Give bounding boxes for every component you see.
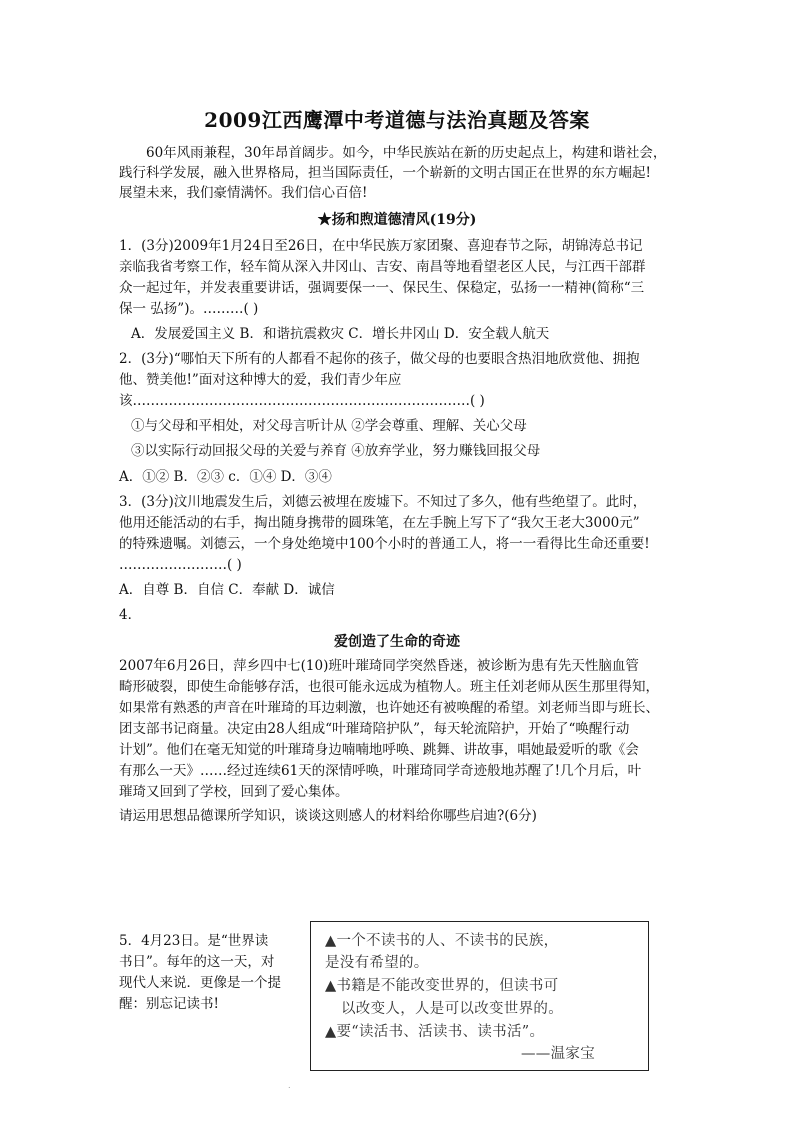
quote-line: ▲书籍是不能改变世界的，但读书可 — [325, 978, 559, 994]
q4-line: 计划”。他们在毫无知觉的叶璀琦身边喃喃地呼唤、跳舞、讲故事，唱她最爱听的歌《会 — [119, 742, 639, 758]
page-title: 2009江西鹰潭中考道德与法治真题及答案 — [204, 108, 590, 132]
q2-line: 2．(3分)“哪怕天下所有的人都看不起你的孩子，做父母的也要眼含热泪地欣赏他、拥抱 — [119, 351, 640, 367]
q1-line: 1．(3分)2009年1月24日至26日，在中华民族万家团聚、喜迎春节之际，胡锦涛总书记 — [119, 238, 643, 254]
q4-heading: 爱创造了生命的奇迹 — [334, 634, 460, 650]
quote-box — [310, 921, 649, 1071]
q3-line: 3．(3分)汶川地震发生后，刘德云被埋在废墟下。不知过了多久，他有些绝望了。此时， — [119, 494, 647, 510]
q5-line: 书日”。每年的这一天，对 — [119, 954, 275, 970]
q5-line: 现代人来说．更像是一个提 — [119, 975, 281, 991]
q4-line: 团支部书记商量。决定由28人组成“叶璀琦陪护队”，每天轮流陪护，开始了“唤醒行动 — [119, 721, 630, 737]
q4-line: 如果常有熟悉的声音在叶璀琦的耳边刺激，也许她还有被唤醒的希望。刘老师当即与班长、 — [119, 700, 659, 716]
q3-line: 他用还能活动的右手，掏出随身携带的圆珠笔，在左手腕上写下了“我欠王老大3000元” — [119, 515, 640, 531]
q1-options: A．发展爱国主义 B．和谐抗震救灾 C．增长井冈山 D．安全载人航天 — [131, 326, 550, 342]
intro-line: 60年风雨兼程，30年昂首阔步。如今，中华民族站在新的历史起点上，构建和谐社会， — [146, 145, 667, 161]
q2-choice: ①与父母和平相处，对父母言听计从 ②学会尊重、理解、关心父母 — [131, 418, 527, 434]
q4-line: 璀琦又回到了学校，回到了爱心集体。 — [119, 784, 349, 800]
q1-line: 亲临我省考察工作，轻车简从深入井冈山、吉安、南昌等地看望老区人民，与江西干部群 — [119, 259, 646, 275]
quote-line: ▲一个不读书的人、不读书的民族， — [325, 933, 559, 949]
q1-line: 保一 弘扬”)。………( ) — [119, 301, 259, 317]
q3-line: 的特殊遗嘱。刘德云，一个身处绝境中100个小时的普通工人，将一一看得比生命还重要! — [119, 536, 650, 552]
intro-line: 践行科学发展，融入世界格局，担当国际责任，一个崭新的文明古国正在世界的东方崛起! — [119, 165, 651, 181]
q5-line: 5．4月23日。是“世界读 — [119, 933, 269, 949]
quote-author: ——温家宝 — [521, 1046, 595, 1062]
q4-number: 4． — [119, 607, 142, 623]
q5-line: 醒：别忘记读书! — [119, 996, 219, 1012]
intro-line: 展望未来，我们豪情满怀。我们信心百倍! — [119, 185, 368, 201]
section-heading: ★扬和煦道德清风(19分) — [317, 212, 477, 228]
quote-line: ▲要“读活书、活读书、读书活”。 — [325, 1024, 545, 1040]
q4-line: 有那么一天》……经过连续61天的深情呼唤，叶璀琦同学奇迹般地苏醒了!几个月后，叶 — [119, 763, 642, 779]
q4-line: 畸形破裂，即使生命能够存活，也很可能永远成为植物人。班主任刘老师从医生那里得知， — [119, 679, 659, 695]
q2-line: 该…………………………………………………………………( ) — [119, 393, 485, 409]
quote-line: 以改变人，人是可以改变世界的。 — [341, 1001, 563, 1017]
q2-line: 他、赞美他!”面对这种博大的爱，我们青少年应 — [119, 372, 402, 388]
quote-line: 是没有希望的。 — [325, 955, 429, 971]
q3-line: ……………………( ) — [119, 557, 242, 573]
q4-question: 请运用思想品德课所学知识，谈谈这则感人的材料给你哪些启迪?(6分) — [119, 808, 537, 824]
q4-line: 2007年6月26日，萍乡四中七(10)班叶璀琦同学突然昏迷，被诊断为患有先天性脑血管 — [119, 658, 639, 674]
q2-choice: ③以实际行动回报父母的关爱与养育 ④放弃学业，努力赚钱回报父母 — [131, 443, 541, 459]
q3-options: A．自尊 B．自信 C．奉献 D．诚信 — [119, 582, 335, 598]
q2-options: A．①② B．②③ c．①④ D．③④ — [119, 469, 332, 485]
q1-line: 众一起过年，并发表重要讲话，强调要保一一、保民生、保稳定，弘扬一一精神(简称“三 — [119, 280, 645, 296]
scan-dot: . — [288, 1081, 291, 1090]
